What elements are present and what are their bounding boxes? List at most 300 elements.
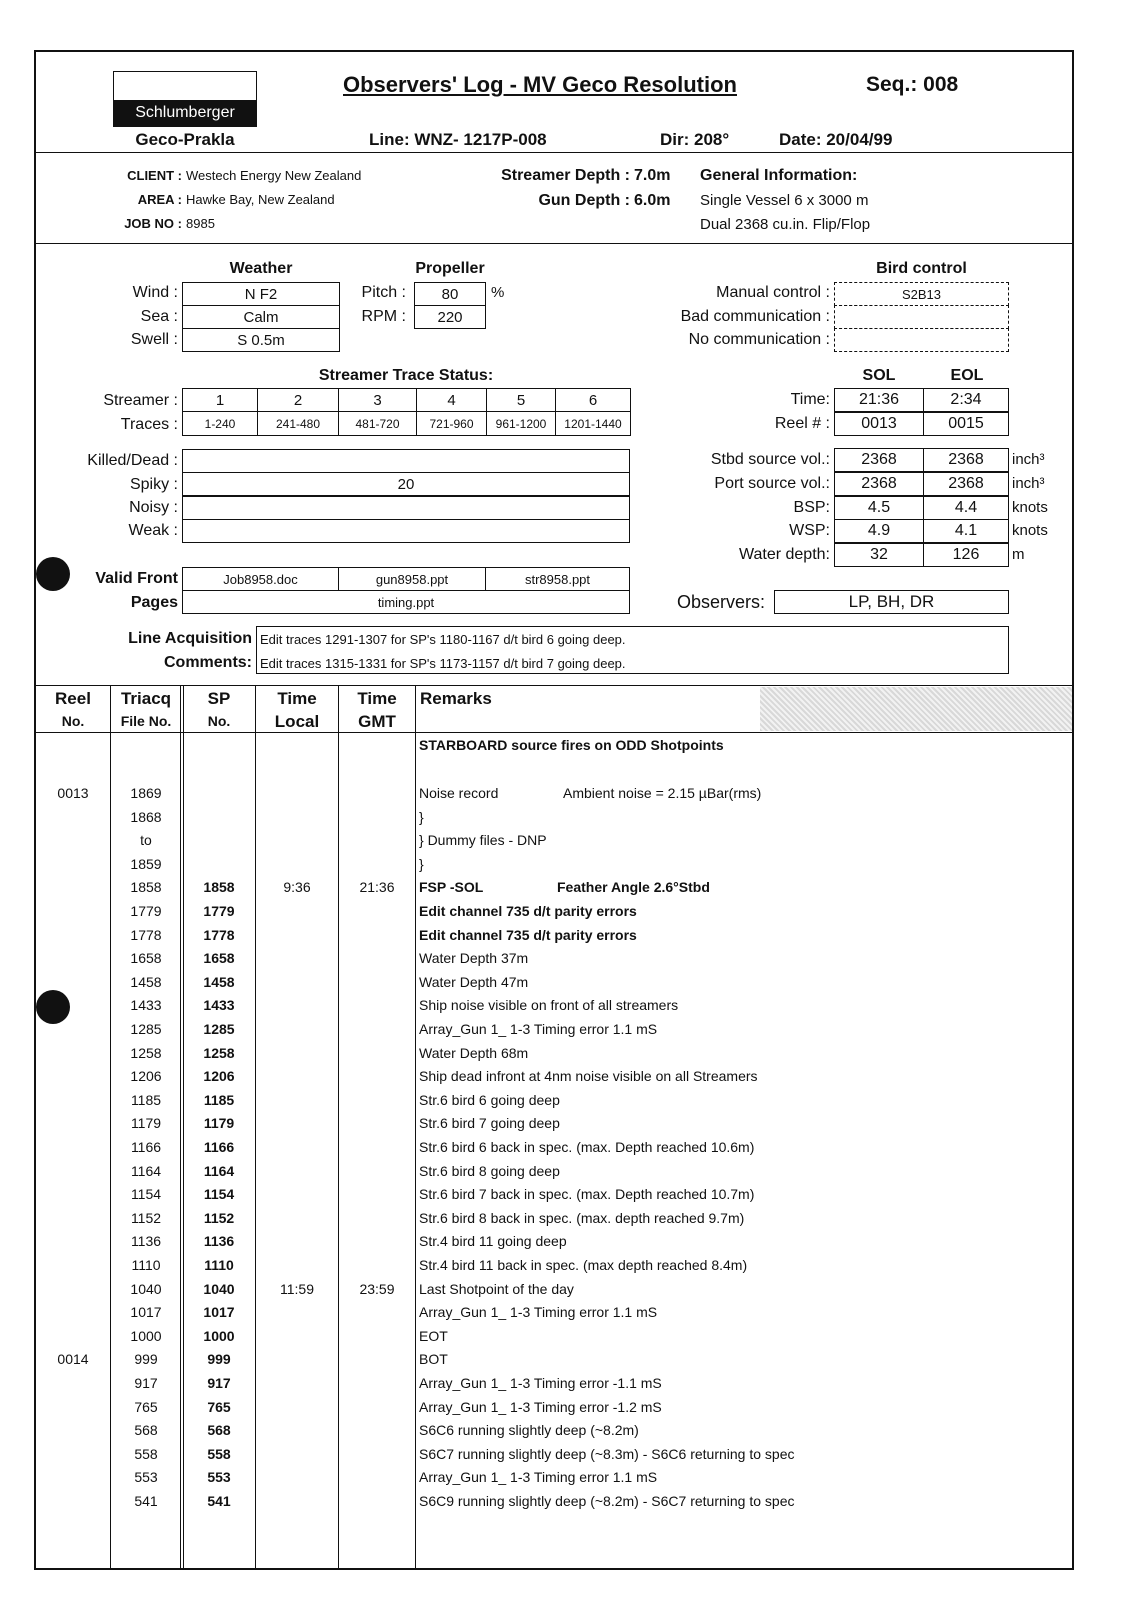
bad-communication-label: Bad communication : bbox=[680, 308, 830, 325]
weak-label: Weak : bbox=[128, 522, 178, 539]
triacq-file-no: 1433 bbox=[130, 997, 162, 1013]
remark-text: EOT bbox=[419, 1328, 448, 1344]
time-gmt: 21:36 bbox=[359, 879, 395, 895]
remark-text: Edit channel 735 d/t parity errors bbox=[419, 903, 637, 919]
table-header-divider bbox=[34, 732, 1074, 733]
sp-no bbox=[183, 828, 255, 852]
remark-text: Str.6 bird 8 back in spec. (max. depth reached 9.7m) bbox=[419, 1210, 745, 1226]
rpm-label: RPM : bbox=[361, 308, 406, 325]
streamer-number: 5 bbox=[486, 388, 556, 412]
trace-range: 241-480 bbox=[257, 411, 339, 436]
time-gmt bbox=[339, 1442, 415, 1466]
sp-no: 1152 bbox=[203, 1210, 235, 1226]
reel-no bbox=[36, 923, 110, 947]
time-gmt bbox=[339, 805, 415, 829]
col-divider bbox=[415, 686, 416, 1570]
propeller-title: Propeller bbox=[415, 260, 485, 277]
sol-value: 21:36 bbox=[834, 388, 924, 412]
triacq-file-no: 558 bbox=[134, 1446, 158, 1462]
triacq-file-no: to bbox=[140, 832, 152, 848]
sol-header: SOL bbox=[862, 367, 896, 384]
date: Date: 20/04/99 bbox=[779, 130, 893, 149]
sp-no: 1285 bbox=[203, 1021, 235, 1037]
killed-value bbox=[182, 449, 630, 473]
remark-text: Ship dead infront at 4nm noise visible on all Streamers bbox=[419, 1068, 758, 1084]
remark-text: Array_Gun 1_ 1-3 Timing error -1.1 mS bbox=[419, 1375, 662, 1391]
streamer-depth-value: 7.0m bbox=[634, 167, 671, 184]
sp-no: 1779 bbox=[203, 903, 235, 919]
triacq-file-no: 1110 bbox=[131, 1257, 161, 1273]
divider bbox=[34, 685, 1074, 686]
sp-no: 558 bbox=[207, 1446, 231, 1462]
valid-file-3: str8958.ppt bbox=[485, 567, 630, 591]
time-gmt bbox=[339, 970, 415, 994]
sp-no: 1458 bbox=[203, 974, 235, 990]
sp-no: 1206 bbox=[203, 1068, 235, 1084]
sp-no: 1017 bbox=[203, 1304, 235, 1320]
reel-no bbox=[36, 1017, 110, 1041]
remarks-header: Remarks bbox=[420, 689, 492, 708]
reel-no bbox=[36, 993, 110, 1017]
no-communication-label: No communication : bbox=[688, 331, 830, 348]
triacq-file-no: 1185 bbox=[130, 1092, 162, 1108]
time-gmt bbox=[339, 1418, 415, 1442]
streamer-number: 2 bbox=[257, 388, 339, 412]
remark-text: Array_Gun 1_ 1-3 Timing error 1.1 mS bbox=[419, 1021, 658, 1037]
remarks-header-shade bbox=[760, 687, 1072, 731]
pitch-value: 80 bbox=[414, 282, 486, 306]
sp-no: 541 bbox=[207, 1493, 231, 1509]
time-local: 9:36 bbox=[283, 879, 311, 895]
sol-eol-label: Reel # : bbox=[774, 415, 830, 432]
sol-eol-label: WSP: bbox=[789, 522, 830, 539]
time-local bbox=[256, 1371, 338, 1395]
reel-no bbox=[36, 1041, 110, 1065]
time-local bbox=[256, 828, 338, 852]
remark-text: Str.6 bird 7 going deep bbox=[419, 1115, 560, 1131]
time-gmt bbox=[339, 1182, 415, 1206]
sp-no: 1154 bbox=[203, 1186, 235, 1202]
spiky-value: 20 bbox=[182, 472, 630, 496]
sea-value: Calm bbox=[182, 305, 340, 329]
company-logo bbox=[113, 71, 257, 127]
gun-depth-label: Gun Depth : bbox=[538, 192, 630, 209]
streamer-number: 6 bbox=[555, 388, 631, 412]
time-gmt-header-1: Time bbox=[357, 689, 397, 708]
valid-file-1: Job8958.doc bbox=[182, 567, 339, 591]
remark-text: BOT bbox=[419, 1351, 448, 1367]
sp-no: 765 bbox=[207, 1399, 231, 1415]
reel-no bbox=[36, 1064, 110, 1088]
sp-no bbox=[183, 852, 255, 876]
triacq-file-no: 1868 bbox=[130, 809, 162, 825]
reel-no bbox=[36, 1489, 110, 1513]
streamer-number: 4 bbox=[416, 388, 487, 412]
remark-text: Last Shotpoint of the day bbox=[419, 1281, 574, 1297]
triacq-file-no: 1179 bbox=[130, 1115, 162, 1131]
time-local bbox=[256, 923, 338, 947]
sp-header-2: No. bbox=[207, 713, 231, 729]
unit-label: knots bbox=[1012, 499, 1048, 516]
triacq-header-2: File No. bbox=[120, 713, 172, 729]
time-local bbox=[256, 970, 338, 994]
triacq-file-no: 765 bbox=[134, 1399, 158, 1415]
time-gmt bbox=[339, 1111, 415, 1135]
noisy-label: Noisy : bbox=[129, 499, 178, 516]
triacq-file-no: 1258 bbox=[130, 1045, 162, 1061]
wind-value: N F2 bbox=[182, 282, 340, 306]
divider bbox=[34, 243, 1074, 244]
triacq-file-no: 1778 bbox=[130, 927, 162, 943]
eol-header: EOL bbox=[950, 367, 984, 384]
time-gmt bbox=[339, 1465, 415, 1489]
eol-value: 4.1 bbox=[923, 519, 1009, 543]
streamer-depth-label: Streamer Depth : bbox=[501, 167, 630, 184]
sp-header-1: SP bbox=[207, 689, 231, 708]
time-local bbox=[256, 1418, 338, 1442]
unit-label: m bbox=[1012, 546, 1025, 563]
sp-no: 1433 bbox=[203, 997, 235, 1013]
reel-no bbox=[36, 1300, 110, 1324]
remark-text: Array_Gun 1_ 1-3 Timing error 1.1 mS bbox=[419, 1469, 658, 1485]
remark-text: } Dummy files - DNP bbox=[419, 832, 547, 848]
sp-no bbox=[183, 805, 255, 829]
reel-no bbox=[36, 1135, 110, 1159]
reel-no bbox=[36, 1206, 110, 1230]
remark-text: } bbox=[419, 856, 424, 872]
reel-no bbox=[36, 899, 110, 923]
remark-extra: Feather Angle 2.6°Stbd bbox=[557, 879, 710, 895]
sol-value: 2368 bbox=[834, 448, 924, 472]
remark-text: S6C6 running slightly deep (~8.2m) bbox=[419, 1422, 639, 1438]
manual-control-value: S2B13 bbox=[834, 282, 1009, 306]
sequence-number: Seq.: 008 bbox=[866, 73, 959, 96]
observers-label: Observers: bbox=[677, 592, 766, 612]
sol-eol-label: BSP: bbox=[793, 499, 830, 516]
time-gmt bbox=[339, 1229, 415, 1253]
trace-range: 721-960 bbox=[416, 411, 487, 436]
triacq-file-no: 568 bbox=[134, 1422, 158, 1438]
remark-text: Str.4 bird 11 back in spec. (max depth reached 8.4m) bbox=[419, 1257, 748, 1273]
triacq-file-no: 1206 bbox=[130, 1068, 162, 1084]
time-gmt bbox=[339, 1395, 415, 1419]
sp-no: 1185 bbox=[203, 1092, 235, 1108]
time-local bbox=[256, 1300, 338, 1324]
reel-no bbox=[36, 1277, 110, 1301]
eol-value: 126 bbox=[923, 543, 1009, 567]
time-gmt bbox=[339, 1324, 415, 1348]
time-gmt-header-2: GMT bbox=[358, 712, 396, 731]
remark-text: Str.6 bird 8 going deep bbox=[419, 1163, 560, 1179]
sea-label: Sea : bbox=[140, 308, 178, 325]
reel-no bbox=[36, 946, 110, 970]
sol-value: 32 bbox=[834, 543, 924, 567]
swell-value: S 0.5m bbox=[182, 328, 340, 352]
remark-text: Water Depth 37m bbox=[419, 950, 529, 966]
time-local bbox=[256, 1088, 338, 1112]
reel-no: 0013 bbox=[57, 785, 89, 801]
triacq-header-1: Triacq bbox=[120, 689, 172, 708]
rpm-value: 220 bbox=[414, 305, 486, 329]
comment-line-2: Edit traces 1315-1331 for SP's 1173-1157 d/t bird 7 going deep. bbox=[260, 656, 626, 671]
time-gmt bbox=[339, 1041, 415, 1065]
streamer-label: Streamer : bbox=[103, 392, 178, 409]
triacq-file-no: 1000 bbox=[130, 1328, 162, 1344]
time-local bbox=[256, 805, 338, 829]
sp-no: 568 bbox=[207, 1422, 231, 1438]
reel-no bbox=[36, 1371, 110, 1395]
remark-text: } bbox=[419, 809, 424, 825]
bad-communication-value bbox=[834, 305, 1009, 329]
killed-label: Killed/Dead : bbox=[87, 452, 178, 469]
triacq-file-no: 1779 bbox=[130, 903, 162, 919]
remark-text: Array_Gun 1_ 1-3 Timing error -1.2 mS bbox=[419, 1399, 662, 1415]
job-label: JOB NO : bbox=[124, 216, 182, 231]
time-local bbox=[256, 993, 338, 1017]
sp-no: 1136 bbox=[203, 1233, 235, 1249]
triacq-file-no: 1164 bbox=[130, 1163, 162, 1179]
time-gmt bbox=[339, 1064, 415, 1088]
job-value: 8985 bbox=[186, 216, 215, 231]
bird-control-title: Bird control bbox=[876, 260, 967, 277]
subsidiary-name: Geco-Prakla bbox=[135, 130, 235, 149]
sp-no: 1040 bbox=[203, 1281, 235, 1297]
eol-value: 0015 bbox=[923, 412, 1009, 436]
time-gmt bbox=[339, 1206, 415, 1230]
line-number: Line: WNZ- 1217P-008 bbox=[369, 130, 547, 149]
time-local bbox=[256, 899, 338, 923]
time-local bbox=[256, 1442, 338, 1466]
trace-range: 961-1200 bbox=[486, 411, 556, 436]
pages-label: Pages bbox=[130, 594, 178, 611]
triacq-file-no: 1154 bbox=[130, 1186, 162, 1202]
time-local bbox=[256, 1064, 338, 1088]
reel-no bbox=[36, 828, 110, 852]
reel-header-2: No. bbox=[61, 713, 85, 729]
unit-label: knots bbox=[1012, 522, 1048, 539]
sp-no: 1166 bbox=[203, 1139, 235, 1155]
reel-no bbox=[36, 1465, 110, 1489]
time-gmt bbox=[339, 946, 415, 970]
remark-text: Str.6 bird 6 going deep bbox=[419, 1092, 560, 1108]
remark-text: Water Depth 68m bbox=[419, 1045, 529, 1061]
remark-extra: Ambient noise = 2.15 µBar(rms) bbox=[563, 785, 762, 801]
time-gmt bbox=[339, 1347, 415, 1371]
triacq-file-no: 1458 bbox=[130, 974, 162, 990]
general-info-line-1: Single Vessel 6 x 3000 m bbox=[700, 192, 869, 209]
time-gmt bbox=[339, 1300, 415, 1324]
reel-no bbox=[36, 1229, 110, 1253]
reel-no bbox=[36, 805, 110, 829]
remark-text: Noise record bbox=[419, 785, 499, 801]
triacq-file-no: 541 bbox=[134, 1493, 158, 1509]
noisy-value bbox=[182, 496, 630, 520]
time-gmt bbox=[339, 1088, 415, 1112]
comments-label-1: Line Acquisition bbox=[128, 630, 252, 647]
time-local bbox=[256, 1347, 338, 1371]
triacq-file-no: 1136 bbox=[130, 1233, 162, 1249]
weak-value bbox=[182, 519, 630, 543]
remark-text: FSP -SOL bbox=[419, 879, 484, 895]
time-local-header-1: Time bbox=[277, 689, 317, 708]
triacq-file-no: 1858 bbox=[130, 879, 162, 895]
sp-no: 1179 bbox=[203, 1115, 235, 1131]
remark-text: Water Depth 47m bbox=[419, 974, 529, 990]
sol-value: 0013 bbox=[834, 412, 924, 436]
observers-value: LP, BH, DR bbox=[774, 590, 1009, 614]
triacq-file-no: 1040 bbox=[130, 1281, 162, 1297]
time-gmt bbox=[339, 1489, 415, 1513]
traces-label: Traces : bbox=[120, 416, 178, 433]
sp-no: 1658 bbox=[203, 950, 235, 966]
time-gmt: 23:59 bbox=[359, 1281, 395, 1297]
time-local bbox=[256, 1324, 338, 1348]
time-local-header-2: Local bbox=[274, 712, 320, 731]
comment-line-1: Edit traces 1291-1307 for SP's 1180-1167 d/t bird 6 going deep. bbox=[260, 632, 626, 647]
reel-no bbox=[36, 1395, 110, 1419]
time-local bbox=[256, 1041, 338, 1065]
sp-no: 917 bbox=[207, 1375, 231, 1391]
weather-title: Weather bbox=[229, 260, 293, 277]
streamer-status-title: Streamer Trace Status: bbox=[318, 367, 494, 384]
pitch-unit: % bbox=[491, 284, 505, 301]
trace-range: 481-720 bbox=[338, 411, 417, 436]
sol-value: 4.5 bbox=[834, 496, 924, 520]
time-local bbox=[256, 1489, 338, 1513]
time-gmt bbox=[339, 1159, 415, 1183]
reel-no: 0014 bbox=[57, 1351, 89, 1367]
reel-no bbox=[36, 852, 110, 876]
sol-value: 4.9 bbox=[834, 519, 924, 543]
eol-value: 2368 bbox=[923, 448, 1009, 472]
swell-label: Swell : bbox=[130, 331, 178, 348]
valid-file-2: gun8958.ppt bbox=[338, 567, 486, 591]
reel-no bbox=[36, 1159, 110, 1183]
sp-no: 999 bbox=[207, 1351, 231, 1367]
triacq-file-no: 1658 bbox=[130, 950, 162, 966]
time-local bbox=[256, 1159, 338, 1183]
no-communication-value bbox=[834, 328, 1009, 352]
general-info-line-2: Dual 2368 cu.in. Flip/Flop bbox=[700, 216, 871, 233]
remark-text: S6C7 running slightly deep (~8.3m) - S6C6 returning to spec bbox=[419, 1446, 795, 1462]
reel-no bbox=[36, 1111, 110, 1135]
reel-header-1: Reel bbox=[55, 689, 91, 708]
pitch-label: Pitch : bbox=[361, 284, 406, 301]
time-gmt bbox=[339, 1371, 415, 1395]
sp-no: 1164 bbox=[203, 1163, 235, 1179]
time-local bbox=[256, 1253, 338, 1277]
time-local bbox=[256, 1229, 338, 1253]
sol-eol-label: Port source vol.: bbox=[714, 475, 830, 492]
reel-no bbox=[36, 1418, 110, 1442]
area-value: Hawke Bay, New Zealand bbox=[186, 192, 335, 207]
wind-label: Wind : bbox=[132, 284, 178, 301]
reel-no bbox=[36, 1253, 110, 1277]
eol-value: 2:34 bbox=[923, 388, 1009, 412]
sp-no: 1858 bbox=[203, 879, 235, 895]
time-local bbox=[256, 1017, 338, 1041]
trace-range: 1201-1440 bbox=[555, 411, 631, 436]
time-local bbox=[256, 1395, 338, 1419]
manual-control-label: Manual control : bbox=[716, 284, 830, 301]
time-local bbox=[256, 852, 338, 876]
time-gmt bbox=[339, 899, 415, 923]
reel-no bbox=[36, 1324, 110, 1348]
reel-no bbox=[36, 1182, 110, 1206]
reel-no bbox=[36, 1442, 110, 1466]
sp-no: 1778 bbox=[203, 927, 235, 943]
time-local bbox=[256, 781, 338, 805]
remark-text: Str.6 bird 6 back in spec. (max. Depth reached 10.6m) bbox=[419, 1139, 755, 1155]
time-gmt bbox=[339, 1017, 415, 1041]
company-name: Schlumberger bbox=[114, 100, 256, 126]
triacq-file-no: 917 bbox=[134, 1375, 158, 1391]
sp-no: 1258 bbox=[203, 1045, 235, 1061]
time-local bbox=[256, 946, 338, 970]
comments-label-2: Comments: bbox=[163, 654, 252, 671]
triacq-file-no: 553 bbox=[134, 1469, 158, 1485]
sol-value: 2368 bbox=[834, 472, 924, 496]
remark-text: Array_Gun 1_ 1-3 Timing error 1.1 mS bbox=[419, 1304, 658, 1320]
remark-text: S6C9 running slightly deep (~8.2m) - S6C7 returning to spec bbox=[419, 1493, 795, 1509]
time-gmt bbox=[339, 993, 415, 1017]
direction: Dir: 208° bbox=[660, 130, 730, 149]
time-gmt bbox=[339, 923, 415, 947]
unit-label: inch³ bbox=[1012, 475, 1045, 492]
reel-no bbox=[36, 1088, 110, 1112]
client-label: CLIENT : bbox=[127, 168, 182, 183]
log-intro: STARBOARD source fires on ODD Shotpoints bbox=[419, 737, 724, 753]
reel-no bbox=[36, 875, 110, 899]
valid-file-4: timing.ppt bbox=[182, 590, 630, 614]
time-local bbox=[256, 1182, 338, 1206]
triacq-file-no: 1152 bbox=[130, 1210, 162, 1226]
time-gmt bbox=[339, 781, 415, 805]
gun-depth-value: 6.0m bbox=[634, 192, 671, 209]
sp-no: 1000 bbox=[203, 1328, 235, 1344]
time-local bbox=[256, 1465, 338, 1489]
remark-text: Str.6 bird 7 back in spec. (max. Depth reached 10.7m) bbox=[419, 1186, 755, 1202]
client-value: Westech Energy New Zealand bbox=[186, 168, 362, 183]
time-gmt bbox=[339, 1253, 415, 1277]
remark-text: Str.4 bird 11 going deep bbox=[419, 1233, 567, 1249]
reel-no bbox=[36, 970, 110, 994]
area-label: AREA : bbox=[137, 192, 182, 207]
time-local bbox=[256, 1111, 338, 1135]
sol-eol-label: Stbd source vol.: bbox=[710, 451, 830, 468]
triacq-file-no: 1285 bbox=[130, 1021, 162, 1037]
remark-text: Ship noise visible on front of all streamers bbox=[419, 997, 679, 1013]
unit-label: inch³ bbox=[1012, 451, 1045, 468]
sol-eol-label: Water depth: bbox=[738, 546, 830, 563]
time-local bbox=[256, 1135, 338, 1159]
triacq-file-no: 1166 bbox=[130, 1139, 162, 1155]
triacq-file-no: 1859 bbox=[130, 856, 162, 872]
sp-no: 1110 bbox=[204, 1257, 234, 1273]
triacq-file-no: 1869 bbox=[130, 785, 162, 801]
triacq-file-no: 999 bbox=[134, 1351, 158, 1367]
time-gmt bbox=[339, 828, 415, 852]
sol-eol-label: Time: bbox=[790, 391, 830, 408]
divider bbox=[34, 152, 1074, 153]
streamer-number: 1 bbox=[182, 388, 258, 412]
valid-front-label: Valid Front bbox=[95, 570, 178, 587]
spiky-label: Spiky : bbox=[129, 476, 178, 493]
triacq-file-no: 1017 bbox=[130, 1304, 162, 1320]
time-gmt bbox=[339, 852, 415, 876]
time-local bbox=[256, 1206, 338, 1230]
eol-value: 4.4 bbox=[923, 496, 1009, 520]
